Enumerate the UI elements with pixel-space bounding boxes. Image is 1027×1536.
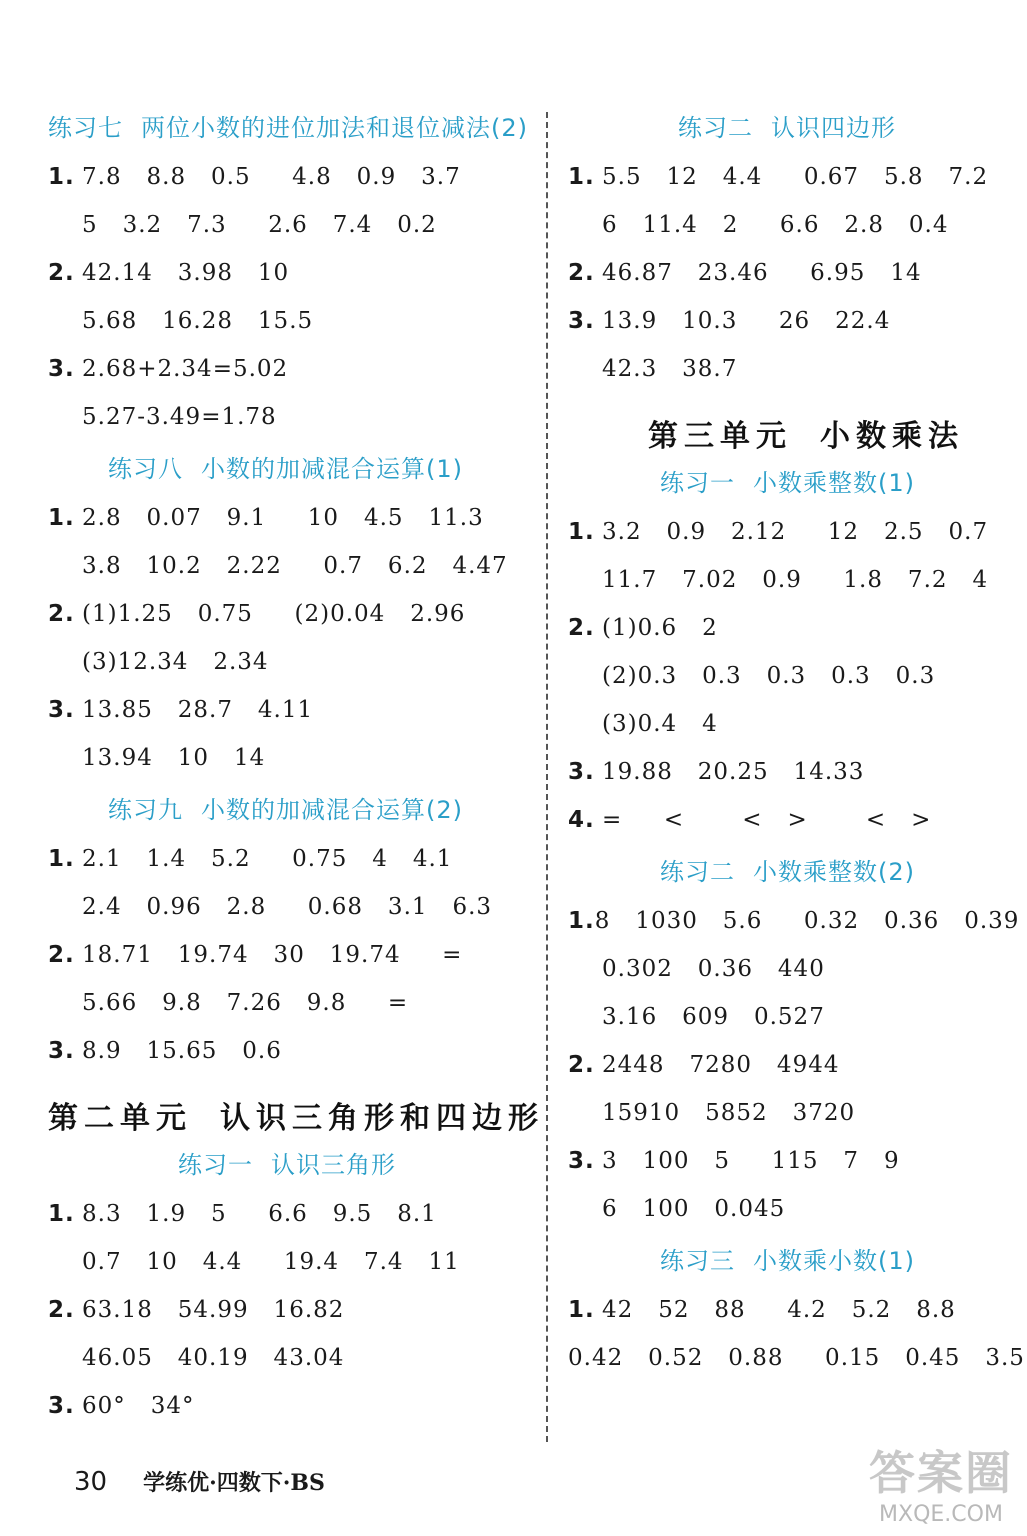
answer-row: 2.4 0.96 2.8 0.68 3.1 6.3: [82, 894, 493, 920]
watermark: [869, 1446, 1013, 1528]
answer-row: (3)12.34 2.34: [82, 649, 269, 675]
question-1: 1. 42 52 88 4.2 5.2 8.8 0.42 0.52 0.88 0.15 0.45 3.5: [568, 1297, 1025, 1371]
answer-row: 63.18 54.99 16.82: [82, 1297, 345, 1323]
answer-row: 2448 7280 4944: [602, 1052, 840, 1078]
question-2: 2. 2448 7280 4944 15910 5852 3720: [568, 1052, 856, 1126]
question-4: 4. = < < > < >: [568, 807, 932, 833]
question-1: 1. 7.8 8.8 0.5 4.8 0.9 3.7 5 3.2 7.3 2.6 7.4 0.2: [48, 164, 461, 238]
question-3: 3. 13.85 28.7 4.11 13.94 10 14: [48, 697, 314, 771]
section-title-ex7: 练习七 两位小数的进位加法和退位减法(2): [48, 114, 528, 142]
watermark-url: MXQE.COM: [879, 1501, 1003, 1527]
section-title-m1: 练习一 小数乘整数(1): [660, 469, 915, 497]
section-title-m2: 练习二 小数乘整数(2): [660, 858, 915, 886]
answer-row: (3)0.4 4: [602, 711, 718, 737]
answer-row: 15910 5852 3720: [602, 1100, 856, 1126]
answer-row: 5.27-3.49=1.78: [82, 404, 277, 430]
section-title-ex9: 练习九 小数的加减混合运算(2): [108, 796, 463, 824]
question-1: 1. 2.1 1.4 5.2 0.75 4 4.1 2.4 0.96 2.8 0.68 3.1 6.3: [48, 846, 493, 920]
answer-row: 3.2 0.9 2.12 12 2.5 0.7: [602, 519, 989, 545]
answer-row: 6 11.4 2 6.6 2.8 0.4: [602, 212, 949, 238]
answer-row: (2)0.3 0.3 0.3 0.3 0.3: [602, 663, 936, 689]
question-3: 3. 3 100 5 115 7 9 6 100 0.045: [568, 1148, 900, 1222]
answer-row: 13.9 10.3 26 22.4: [602, 308, 891, 334]
question-3: 3. 60° 34°: [48, 1393, 195, 1419]
answer-row: 8 1030 5.6 0.32 0.36 0.39: [594, 908, 1020, 934]
question-1: 1. 3.2 0.9 2.12 12 2.5 0.7 11.7 7.02 0.9 1.8 7.2 4: [568, 519, 989, 593]
answer-row: 3.8 10.2 2.22 0.7 6.2 4.47: [82, 553, 508, 579]
book-title: 学练优·四数下·BS: [143, 1470, 325, 1496]
answer-row: 5.5 12 4.4 0.67 5.8 7.2: [602, 164, 989, 190]
answer-row: 7.8 8.8 0.5 4.8 0.9 3.7: [82, 164, 461, 190]
question-1: 1. 8 1030 5.6 0.32 0.36 0.39 0.302 0.36 440 3.16 609 0.527: [568, 908, 1020, 1030]
answer-row: 3.16 609 0.527: [602, 1004, 825, 1030]
question-2: 2. (1)1.25 0.75 (2)0.04 2.96 (3)12.34 2.34: [48, 601, 466, 675]
answer-row: 3 100 5 115 7 9: [602, 1148, 900, 1174]
question-1: 1. 8.3 1.9 5 6.6 9.5 8.1 0.7 10 4.4 19.4 7.4 11: [48, 1201, 460, 1275]
answer-row: 18.71 19.74 30 19.74 =: [82, 942, 463, 968]
column-divider: [546, 112, 548, 1442]
answer-row: 42 52 88 4.2 5.2 8.8: [602, 1297, 956, 1323]
answer-row: 42.3 38.7: [602, 356, 738, 382]
answer-row: 60° 34°: [82, 1393, 195, 1419]
unit-title-2: 第二单元 认识三角形和四边形: [48, 1101, 544, 1136]
answer-row: 5.66 9.8 7.26 9.8 =: [82, 990, 409, 1016]
question-3: 3. 2.68+2.34=5.02 5.27-3.49=1.78: [48, 356, 289, 430]
section-title-ex2: 练习二 认识四边形: [678, 114, 896, 142]
section-title-m3: 练习三 小数乘小数(1): [660, 1247, 915, 1275]
question-2: 2. 18.71 19.74 30 19.74 = 5.66 9.8 7.26 9.8 =: [48, 942, 463, 1016]
section-title-ex1: 练习一 认识三角形: [178, 1151, 396, 1179]
answer-row: (1)1.25 0.75 (2)0.04 2.96: [82, 601, 466, 627]
answer-row: 0.302 0.36 440: [602, 956, 825, 982]
question-3: 3. 19.88 20.25 14.33: [568, 759, 865, 785]
answer-row: 0.7 10 4.4 19.4 7.4 11: [82, 1249, 460, 1275]
answer-row: 46.87 23.46 6.95 14: [602, 260, 922, 286]
question-3: 3. 8.9 15.65 0.6: [48, 1038, 282, 1064]
answer-row: 5.68 16.28 15.5: [82, 308, 314, 334]
question-2: 2. (1)0.6 2 (2)0.3 0.3 0.3 0.3 0.3 (3)0.4 4: [568, 615, 936, 737]
question-3: 3. 13.9 10.3 26 22.4 42.3 38.7: [568, 308, 891, 382]
answer-row: 8.9 15.65 0.6: [82, 1038, 282, 1064]
right-column: [568, 100, 1025, 1382]
answer-row: 2.68+2.34=5.02: [82, 356, 289, 382]
question-2: 2. 42.14 3.98 10 5.68 16.28 15.5: [48, 260, 314, 334]
answer-row: 19.88 20.25 14.33: [602, 759, 865, 785]
question-2: 2. 46.87 23.46 6.95 14: [568, 260, 922, 286]
answer-row: 13.85 28.7 4.11: [82, 697, 314, 723]
answer-row: 0.42 0.52 0.88 0.15 0.45 3.5: [568, 1345, 1025, 1371]
answer-row: 13.94 10 14: [82, 745, 266, 771]
unit-title-3: 第三单元 小数乘法: [648, 419, 964, 454]
left-column: [48, 100, 544, 1430]
answer-row: (1)0.6 2: [602, 615, 718, 641]
answer-row: 11.7 7.02 0.9 1.8 7.2 4: [602, 567, 989, 593]
answer-row: 8.3 1.9 5 6.6 9.5 8.1: [82, 1201, 437, 1227]
watermark-logo: 答案圈: [869, 1446, 1013, 1501]
answer-row: 2.1 1.4 5.2 0.75 4 4.1: [82, 846, 453, 872]
question-1: 1. 2.8 0.07 9.1 10 4.5 11.3 3.8 10.2 2.22 0.7 6.2 4.47: [48, 505, 508, 579]
section-title-ex8: 练习八 小数的加减混合运算(1): [108, 455, 463, 483]
question-1: 1. 5.5 12 4.4 0.67 5.8 7.2 6 11.4 2 6.6 2.8 0.4: [568, 164, 989, 238]
question-2: 2. 63.18 54.99 16.82 46.05 40.19 43.04: [48, 1297, 345, 1371]
answer-row: 42.14 3.98 10: [82, 260, 290, 286]
page-number: 30: [74, 1466, 108, 1497]
answer-row: 46.05 40.19 43.04: [82, 1345, 345, 1371]
page-footer: [74, 1466, 325, 1497]
answer-row: 6 100 0.045: [602, 1196, 786, 1222]
answer-row: 5 3.2 7.3 2.6 7.4 0.2: [82, 212, 437, 238]
answer-row: = < < > < >: [602, 807, 932, 833]
answer-row: 2.8 0.07 9.1 10 4.5 11.3: [82, 505, 484, 531]
